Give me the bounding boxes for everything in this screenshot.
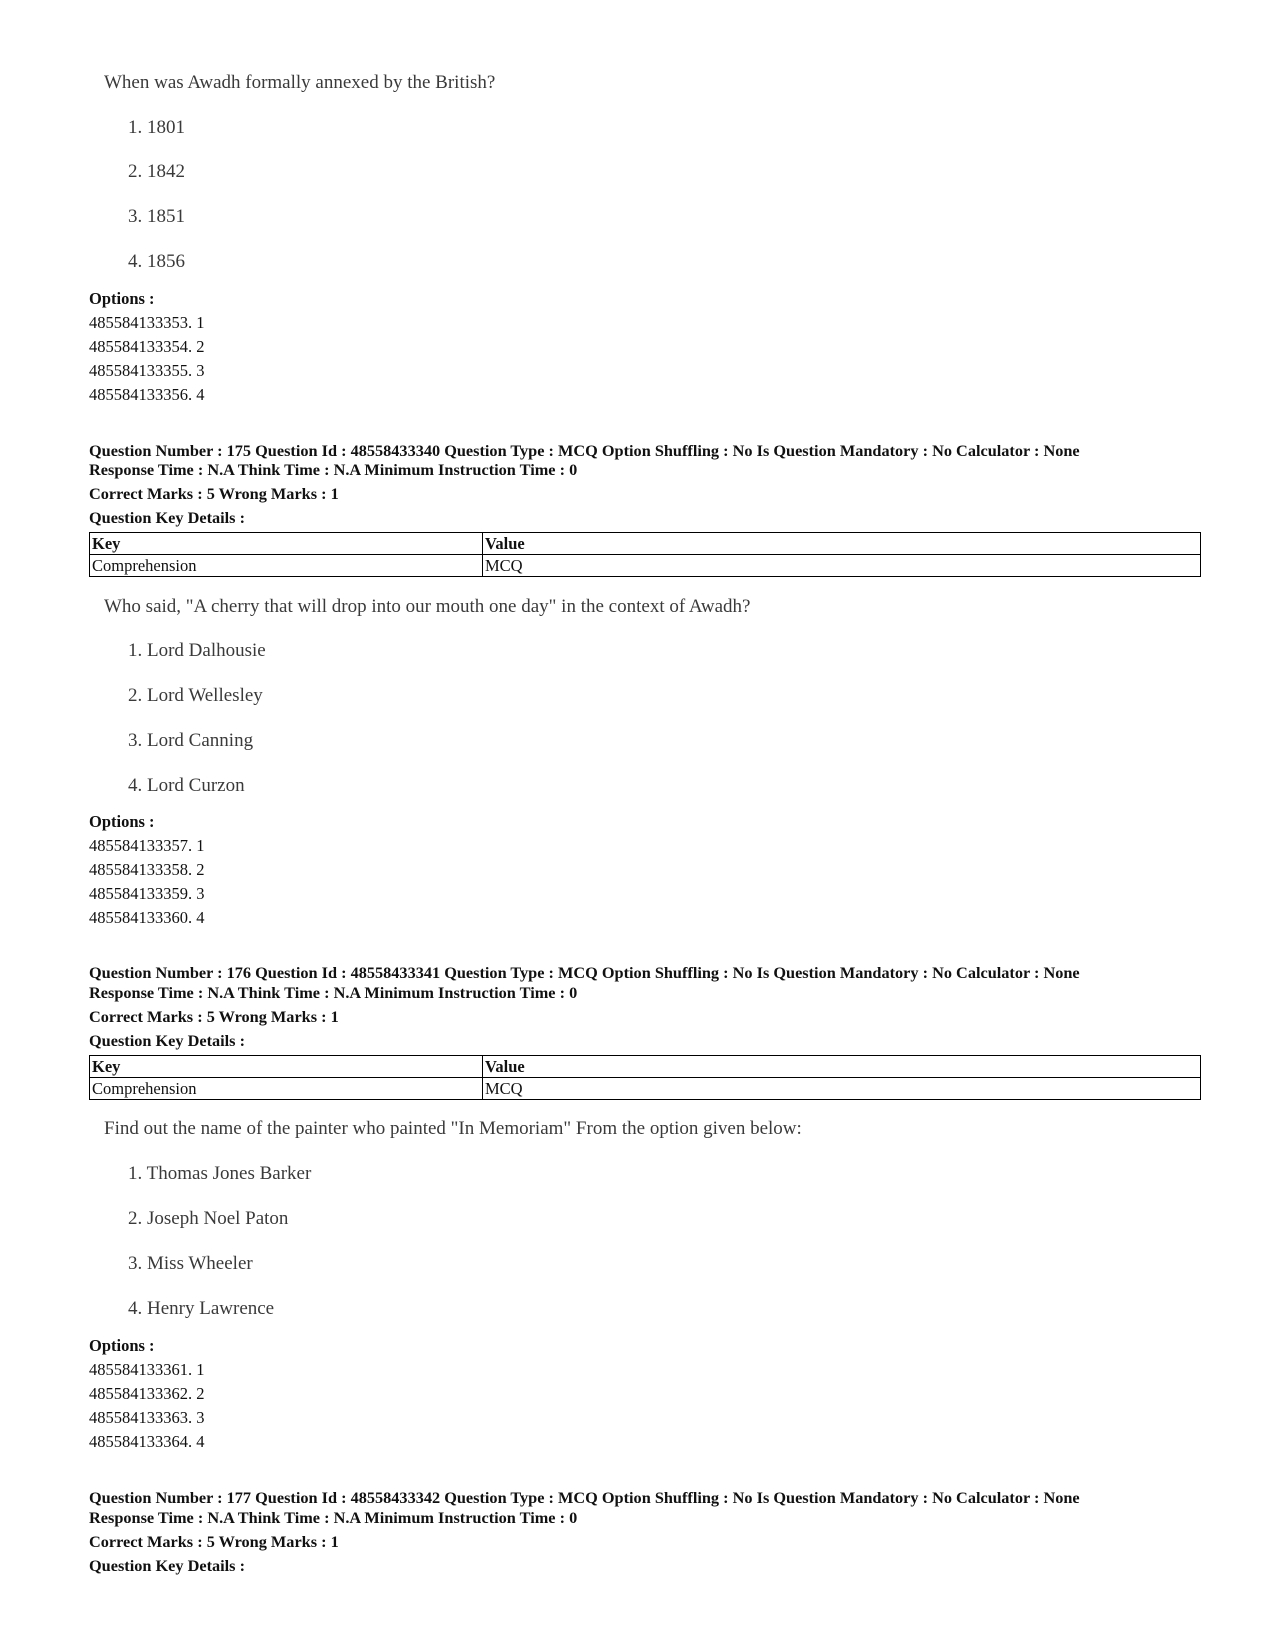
question-meta-line1: Question Number : 177 Question Id : 48558433342 Question Type : MCQ Option Shuffling : No Is Question Mandatory : No Calculator : None: [89, 1488, 1080, 1507]
answer-choice: 4. 1856: [128, 251, 185, 272]
table-cell-key: Comprehension: [90, 1078, 483, 1100]
key-details-label: Question Key Details :: [89, 1031, 246, 1050]
option-id: 485584133358. 2: [89, 860, 205, 879]
marks-line: Correct Marks : 5 Wrong Marks : 1: [89, 1532, 339, 1551]
key-details-table: [89, 1055, 1201, 1100]
option-id: 485584133356. 4: [89, 385, 205, 404]
options-label: Options :: [89, 1336, 155, 1355]
table-cell-value: MCQ: [483, 1078, 1201, 1100]
option-id: 485584133360. 4: [89, 908, 205, 927]
answer-choice: 1. 1801: [128, 117, 185, 138]
marks-line: Correct Marks : 5 Wrong Marks : 1: [89, 484, 339, 503]
answer-choice: 2. Joseph Noel Paton: [128, 1208, 289, 1229]
answer-choice: 1. Thomas Jones Barker: [128, 1163, 312, 1184]
option-id: 485584133354. 2: [89, 337, 205, 356]
question-meta-line2: Response Time : N.A Think Time : N.A Minimum Instruction Time : 0: [89, 1508, 578, 1527]
answer-choice: 4. Henry Lawrence: [128, 1298, 275, 1319]
key-details-table: [89, 532, 1201, 577]
question-meta-line2: Response Time : N.A Think Time : N.A Minimum Instruction Time : 0: [89, 983, 578, 1002]
answer-choice: 3. 1851: [128, 206, 185, 227]
option-id: 485584133363. 3: [89, 1408, 205, 1427]
table-cell-value: MCQ: [483, 555, 1201, 577]
table-header-value: Value: [483, 1056, 1201, 1078]
option-id: 485584133359. 3: [89, 884, 205, 903]
key-details-label: Question Key Details :: [89, 1556, 246, 1575]
question-meta-line2: Response Time : N.A Think Time : N.A Minimum Instruction Time : 0: [89, 460, 578, 479]
question-text: When was Awadh formally annexed by the British?: [104, 72, 496, 93]
option-id: 485584133361. 1: [89, 1360, 205, 1379]
marks-line: Correct Marks : 5 Wrong Marks : 1: [89, 1007, 339, 1026]
table-header-key: Key: [90, 1056, 483, 1078]
options-label: Options :: [89, 289, 155, 308]
table-header-key: Key: [90, 533, 483, 555]
option-id: 485584133364. 4: [89, 1432, 205, 1451]
table-header-value: Value: [483, 533, 1201, 555]
option-id: 485584133362. 2: [89, 1384, 205, 1403]
option-id: 485584133357. 1: [89, 836, 205, 855]
answer-choice: 2. 1842: [128, 161, 185, 182]
answer-choice: 1. Lord Dalhousie: [128, 640, 266, 661]
option-id: 485584133353. 1: [89, 313, 205, 332]
table-cell-key: Comprehension: [90, 555, 483, 577]
option-id: 485584133355. 3: [89, 361, 205, 380]
question-meta-line1: Question Number : 175 Question Id : 48558433340 Question Type : MCQ Option Shuffling : No Is Question Mandatory : No Calculator : None: [89, 441, 1080, 460]
answer-choice: 3. Lord Canning: [128, 730, 254, 751]
answer-choice: 3. Miss Wheeler: [128, 1253, 253, 1274]
question-meta-line1: Question Number : 176 Question Id : 48558433341 Question Type : MCQ Option Shuffling : No Is Question Mandatory : No Calculator : None: [89, 963, 1080, 982]
question-text: Who said, "A cherry that will drop into our mouth one day" in the context of Awadh?: [104, 596, 751, 617]
options-label: Options :: [89, 812, 155, 831]
key-details-label: Question Key Details :: [89, 508, 246, 527]
answer-choice: 2. Lord Wellesley: [128, 685, 263, 706]
question-text: Find out the name of the painter who painted "In Memoriam" From the option given below:: [104, 1118, 802, 1139]
answer-choice: 4. Lord Curzon: [128, 775, 245, 796]
